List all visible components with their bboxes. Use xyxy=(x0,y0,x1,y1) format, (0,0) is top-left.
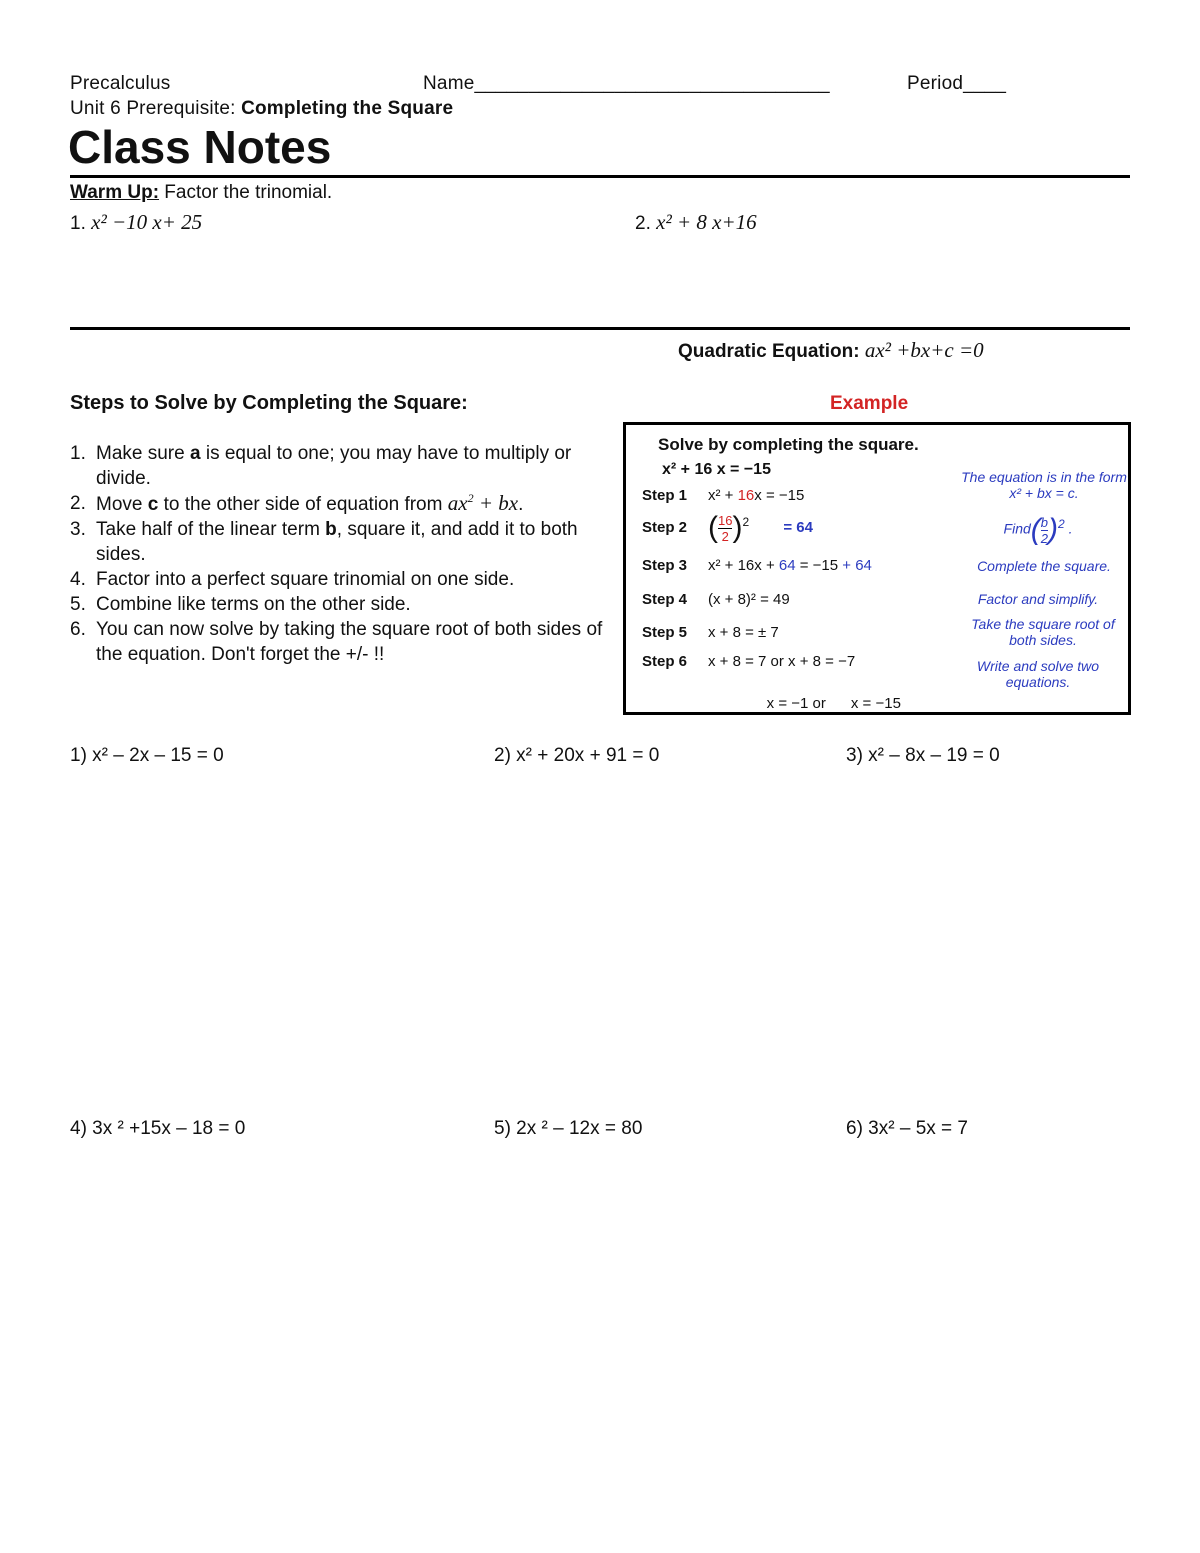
example-note: Factor and simplify. xyxy=(977,591,1099,607)
section-divider xyxy=(70,327,1130,330)
page-title: Class Notes xyxy=(68,121,332,173)
list-item xyxy=(70,617,610,667)
example-step-label: Step 4 xyxy=(642,591,688,608)
example-step-row xyxy=(642,557,872,574)
example-step-label: Step 2 xyxy=(642,518,688,536)
quadratic-expr: ax² +bx+c =0 xyxy=(864,338,984,362)
quadratic-line xyxy=(678,338,984,363)
example-fraction: $\frac{16}{2}$ xyxy=(718,512,733,544)
example-step-label: Step 3 xyxy=(642,557,688,574)
example-step-label: Step 6 xyxy=(642,653,688,670)
name-field-label: Name_________________________________ xyxy=(423,73,830,94)
step-number: 2. xyxy=(70,493,86,514)
example-note: Complete the square. xyxy=(977,558,1111,574)
list-item xyxy=(70,592,610,617)
unit-topic: Completing the Square xyxy=(241,98,454,119)
warmup-problem-1 xyxy=(70,210,202,235)
course-label: Precalculus xyxy=(70,73,171,94)
step-text: Take half of the linear term b, square it, and add it to both sides. xyxy=(96,519,578,565)
example-label: Example xyxy=(830,393,909,414)
steps-heading: Steps to Solve by Completing the Square: xyxy=(70,392,468,414)
list-item xyxy=(70,491,610,517)
example-step-row xyxy=(642,487,804,504)
example-step-row xyxy=(642,653,855,670)
practice-problem-4: 4) 3x ² +15x – 18 = 0 xyxy=(70,1118,246,1139)
example-step-content: x² + 16x = −15 xyxy=(708,487,805,504)
list-item xyxy=(70,567,610,592)
step-text: Combine like terms on the other side. xyxy=(96,594,411,615)
practice-problem-6: 6) 3x² – 5x = 7 xyxy=(846,1118,968,1139)
example-title: Solve by completing the square. xyxy=(658,435,919,454)
warmup-instruction: Factor the trinomial. xyxy=(159,182,333,203)
unit-line xyxy=(70,98,453,120)
example-step-content: x + 8 = ± 7 xyxy=(708,624,779,641)
example-step-label: Step 1 xyxy=(642,487,688,504)
example-step-content: x + 8 = 7 or x + 8 = −7 xyxy=(708,653,856,670)
example-step-content: x² + 16x + 64 = −15 + 64 xyxy=(708,557,872,574)
warmup-line xyxy=(70,182,332,204)
steps-list xyxy=(70,441,610,667)
step-text: Factor into a perfect square trinomial on one side. xyxy=(96,569,515,590)
example-box xyxy=(623,422,1131,715)
step-number: 6. xyxy=(70,619,86,640)
example-step-content: x = −1 or x = −15 xyxy=(766,695,901,712)
step-number: 4. xyxy=(70,569,86,590)
practice-problem-3: 3) x² – 8x – 19 = 0 xyxy=(846,745,1000,766)
list-item xyxy=(70,441,610,491)
example-note: Take the square root of both sides. xyxy=(971,616,1115,648)
unit-prefix: Unit 6 Prerequisite: xyxy=(70,98,242,119)
example-equation: x² + 16 x = −15 xyxy=(662,461,771,478)
warmup-label: Warm Up: xyxy=(70,182,160,203)
step-number: 5. xyxy=(70,594,86,615)
warmup-problem-num: 1. xyxy=(70,213,86,234)
warmup-problem-expr: x² −10 x+ 25 xyxy=(91,210,203,234)
title-rule xyxy=(70,175,1130,178)
practice-problem-2: 2) x² + 20x + 91 = 0 xyxy=(494,745,660,766)
example-step-row xyxy=(750,678,901,729)
step-text: Make sure a is equal to one; you may have to multiply or divide. xyxy=(96,443,572,489)
warmup-problem-num: 2. xyxy=(635,213,651,234)
step-text: You can now solve by taking the square root of both sides of the equation. Don't forget the +/- !! xyxy=(96,619,603,665)
example-step-row: Step 2 ( $\frac{16}{2}$ )$^2$ = 64 xyxy=(642,511,813,544)
practice-problem-5: 5) 2x ² – 12x = 80 xyxy=(494,1118,643,1139)
example-step-content: (x + 8)² = 49 xyxy=(708,591,790,608)
warmup-problem-2 xyxy=(635,210,757,235)
quadratic-label: Quadratic Equation: xyxy=(678,341,860,362)
step-number: 1. xyxy=(70,443,86,464)
example-note-find: Find( $\frac{b}{2}$ )$^2$ . xyxy=(1003,513,1073,546)
practice-problem-1: 1) x² – 2x – 15 = 0 xyxy=(70,745,224,766)
period-field-label: Period____ xyxy=(907,73,1007,94)
example-step-row xyxy=(642,591,790,608)
example-note: Write and solve two equations. xyxy=(976,658,1100,690)
example-note: The equation is in the form x² + bx = c. xyxy=(961,469,1127,501)
example-step-label: Step 5 xyxy=(642,624,688,641)
example-step-row xyxy=(642,624,779,641)
example-step-content: = 64 xyxy=(783,518,813,536)
step-number: 3. xyxy=(70,519,86,540)
warmup-problem-expr: x² + 8 x+16 xyxy=(656,210,757,234)
list-item xyxy=(70,517,610,567)
step-text: Move c to the other side of equation from $ax^2$ + bx. xyxy=(96,491,524,515)
